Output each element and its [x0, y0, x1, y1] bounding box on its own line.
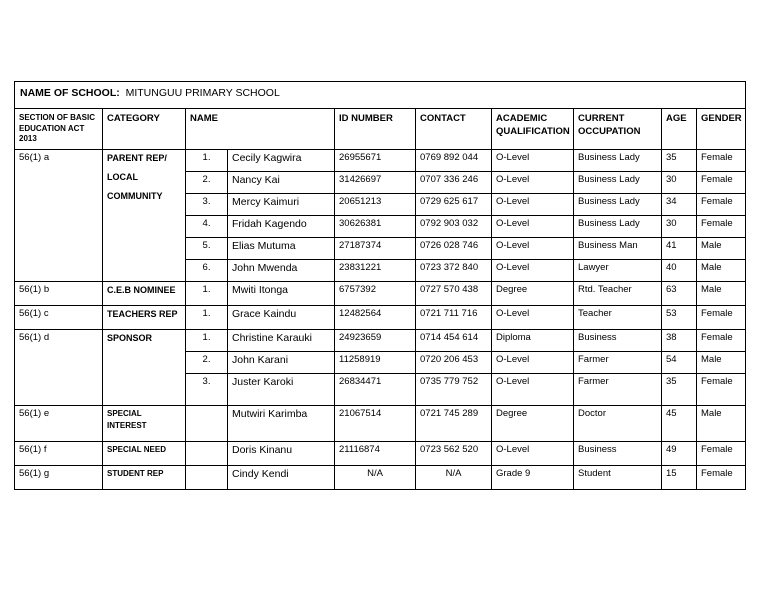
member-contact: 0723 562 520 [416, 441, 492, 465]
member-id-number: 30626381 [335, 215, 416, 237]
category-label: PARENT REP/ [107, 152, 167, 163]
section-cell: 56(1) g [15, 465, 103, 489]
member-id-number: 20651213 [335, 193, 416, 215]
category-label: SPECIAL INTEREST [107, 408, 147, 430]
member-age: 45 [662, 405, 697, 441]
member-contact: 0721 711 716 [416, 305, 492, 329]
category-label: COMMUNITY [107, 190, 163, 201]
member-contact: 0723 372 840 [416, 259, 492, 281]
header-contact: CONTACT [416, 109, 492, 150]
member-name: John Karani [228, 351, 335, 373]
member-gender: Female [697, 171, 746, 193]
member-age: 40 [662, 259, 697, 281]
category-cell [103, 465, 186, 489]
member-occupation: Business Man [574, 237, 662, 259]
header-category: CATEGORY [103, 109, 186, 150]
member-contact: 0792 903 032 [416, 215, 492, 237]
category-label: SPONSOR [107, 332, 153, 343]
member-occupation: Business [574, 441, 662, 465]
category-label: STUDENT REP [107, 468, 164, 478]
member-id-number: 21116874 [335, 441, 416, 465]
member-qualification: O-Level [492, 215, 574, 237]
member-occupation: Business Lady [574, 193, 662, 215]
header-qualification: ACADEMIC QUALIFICATION [492, 109, 574, 150]
member-name: Cecily Kagwira [228, 149, 335, 171]
category-cell [103, 441, 186, 465]
member-id-number: 11258919 [335, 351, 416, 373]
member-contact: 0714 454 614 [416, 329, 492, 351]
member-contact: 0729 625 617 [416, 193, 492, 215]
member-qualification: O-Level [492, 259, 574, 281]
table-row [15, 329, 746, 351]
header-age: AGE [662, 109, 697, 150]
member-number [186, 465, 228, 489]
member-occupation: Business [574, 329, 662, 351]
member-name: Nancy Kai [228, 171, 335, 193]
member-gender: Female [697, 373, 746, 405]
member-gender: Male [697, 237, 746, 259]
section-cell: 56(1) b [15, 281, 103, 305]
member-age: 35 [662, 149, 697, 171]
table-row [15, 305, 746, 329]
member-gender: Male [697, 281, 746, 305]
member-gender: Female [697, 193, 746, 215]
document-page [14, 81, 745, 490]
member-name: Mutwiri Karimba [228, 405, 335, 441]
school-name-cell [15, 82, 746, 109]
member-number [186, 405, 228, 441]
member-qualification: O-Level [492, 441, 574, 465]
category-cell [103, 149, 186, 281]
category-label: SPECIAL NEED [107, 444, 166, 454]
member-occupation: Business Lady [574, 215, 662, 237]
member-occupation: Student [574, 465, 662, 489]
member-number [186, 441, 228, 465]
member-number: 6. [186, 259, 228, 281]
member-contact: 0720 206 453 [416, 351, 492, 373]
member-qualification: Grade 9 [492, 465, 574, 489]
member-qualification: O-Level [492, 171, 574, 193]
category-label: C.E.B NOMINEE [107, 284, 176, 295]
member-age: 15 [662, 465, 697, 489]
member-age: 35 [662, 373, 697, 405]
header-section: SECTION OF BASIC EDUCATION ACT 2013 [15, 109, 103, 150]
category-cell [103, 405, 186, 441]
member-number: 1. [186, 329, 228, 351]
member-gender: Female [697, 305, 746, 329]
member-age: 38 [662, 329, 697, 351]
member-qualification: Degree [492, 281, 574, 305]
section-cell: 56(1) f [15, 441, 103, 465]
member-qualification: O-Level [492, 305, 574, 329]
member-name: Elias Mutuma [228, 237, 335, 259]
section-cell: 56(1) e [15, 405, 103, 441]
member-gender: Male [697, 405, 746, 441]
member-gender: Female [697, 149, 746, 171]
member-name: Grace Kaindu [228, 305, 335, 329]
member-contact: 0707 336 246 [416, 171, 492, 193]
school-name-value: MITUNGUU PRIMARY SCHOOL [125, 87, 280, 99]
header-id-number: ID NUMBER [335, 109, 416, 150]
member-number: 2. [186, 351, 228, 373]
member-id-number: 27187374 [335, 237, 416, 259]
member-qualification: Degree [492, 405, 574, 441]
member-qualification: O-Level [492, 373, 574, 405]
member-age: 49 [662, 441, 697, 465]
member-qualification: O-Level [492, 193, 574, 215]
board-members-table [14, 81, 746, 490]
member-contact: 0721 745 289 [416, 405, 492, 441]
member-occupation: Teacher [574, 305, 662, 329]
table-row [15, 441, 746, 465]
category-cell [103, 329, 186, 405]
member-qualification: Diploma [492, 329, 574, 351]
member-number: 1. [186, 149, 228, 171]
member-age: 53 [662, 305, 697, 329]
member-occupation: Doctor [574, 405, 662, 441]
member-number: 1. [186, 281, 228, 305]
table-row [15, 281, 746, 305]
member-number: 5. [186, 237, 228, 259]
category-cell [103, 281, 186, 305]
member-gender: Female [697, 465, 746, 489]
member-name: Christine Karauki [228, 329, 335, 351]
member-number: 3. [186, 193, 228, 215]
table-row [15, 465, 746, 489]
member-age: 30 [662, 215, 697, 237]
member-number: 3. [186, 373, 228, 405]
member-gender: Female [697, 441, 746, 465]
member-id-number: 26955671 [335, 149, 416, 171]
category-label: TEACHERS REP [107, 308, 178, 319]
member-contact: N/A [416, 465, 492, 489]
header-gender: GENDER [697, 109, 746, 150]
member-name: Mwiti Itonga [228, 281, 335, 305]
member-occupation: Business Lady [574, 171, 662, 193]
member-name: Cindy Kendi [228, 465, 335, 489]
member-occupation: Lawyer [574, 259, 662, 281]
member-contact: 0726 028 746 [416, 237, 492, 259]
member-gender: Male [697, 259, 746, 281]
member-gender: Male [697, 351, 746, 373]
member-qualification: O-Level [492, 351, 574, 373]
member-qualification: O-Level [492, 149, 574, 171]
member-occupation: Rtd. Teacher [574, 281, 662, 305]
member-contact: 0735 779 752 [416, 373, 492, 405]
section-cell: 56(1) d [15, 329, 103, 405]
school-name-row [15, 82, 746, 109]
member-age: 54 [662, 351, 697, 373]
member-number: 4. [186, 215, 228, 237]
member-number: 1. [186, 305, 228, 329]
member-qualification: O-Level [492, 237, 574, 259]
member-name: Juster Karoki [228, 373, 335, 405]
category-label: LOCAL [107, 171, 138, 182]
member-gender: Female [697, 215, 746, 237]
category-cell [103, 305, 186, 329]
member-occupation: Farmer [574, 351, 662, 373]
member-name: Mercy Kaimuri [228, 193, 335, 215]
table-row [15, 149, 746, 171]
member-id-number: N/A [335, 465, 416, 489]
member-id-number: 23831221 [335, 259, 416, 281]
member-contact: 0727 570 438 [416, 281, 492, 305]
member-contact: 0769 892 044 [416, 149, 492, 171]
member-gender: Female [697, 329, 746, 351]
member-id-number: 6757392 [335, 281, 416, 305]
section-cell: 56(1) c [15, 305, 103, 329]
member-id-number: 24923659 [335, 329, 416, 351]
section-cell: 56(1) a [15, 149, 103, 281]
member-occupation: Business Lady [574, 149, 662, 171]
member-id-number: 31426697 [335, 171, 416, 193]
member-id-number: 21067514 [335, 405, 416, 441]
member-id-number: 12482564 [335, 305, 416, 329]
school-name-label: NAME OF SCHOOL: [20, 87, 120, 99]
header-name: NAME [186, 109, 335, 150]
member-name: John Mwenda [228, 259, 335, 281]
member-name: Doris Kinanu [228, 441, 335, 465]
member-age: 41 [662, 237, 697, 259]
member-number: 2. [186, 171, 228, 193]
member-age: 63 [662, 281, 697, 305]
member-id-number: 26834471 [335, 373, 416, 405]
table-row [15, 405, 746, 441]
member-age: 30 [662, 171, 697, 193]
header-occupation: CURRENT OCCUPATION [574, 109, 662, 150]
member-occupation: Farmer [574, 373, 662, 405]
member-name: Fridah Kagendo [228, 215, 335, 237]
header-row [15, 109, 746, 150]
member-age: 34 [662, 193, 697, 215]
